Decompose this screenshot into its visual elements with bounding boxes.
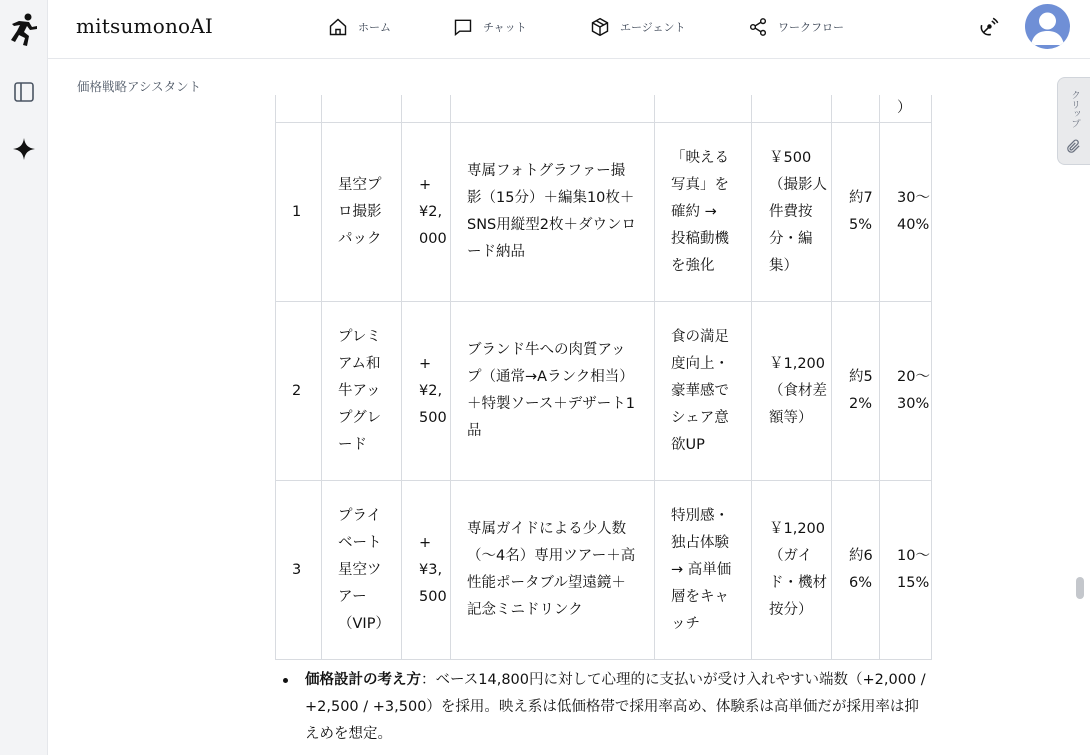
clip-panel-label: クリップ (1069, 90, 1080, 128)
cell-content: 専属ガイドによる少人数（〜4名）専用ツアー＋高性能ポータブル望遠鏡＋記念ミニドリンク (467, 521, 636, 618)
table-row (276, 95, 932, 123)
cell-reason: 「映える写真」を確約 → 投稿動機を強化 (671, 149, 729, 274)
table-row (276, 302, 932, 481)
clip-panel-tab[interactable] (1057, 77, 1090, 165)
cell-no: 3 (292, 561, 302, 578)
pricing-note-label: 価格設計の考え方 (305, 672, 421, 688)
home-icon (328, 17, 348, 37)
assistant-title: 価格戦略アシスタント (77, 79, 202, 94)
cube-icon (590, 17, 610, 37)
cell-price: +¥2,500 (419, 355, 447, 426)
cell-name: 星空プロ撮影パック (338, 176, 382, 247)
cell-cost: ￥1,200（食材差額等） (769, 355, 827, 426)
user-avatar[interactable] (1025, 4, 1070, 49)
cell-name: プライベート星空ツアー（VIP） (338, 507, 390, 632)
pricing-note (283, 667, 933, 748)
cell-price: +¥2,000 (419, 176, 447, 247)
cell-margin: 約66% (849, 548, 873, 591)
nav-workflow-label: ワークフロー (778, 21, 844, 34)
nav-agent[interactable] (590, 16, 686, 38)
cell-adoption: 20〜30% (897, 369, 930, 412)
nav-chat[interactable] (453, 16, 527, 38)
brand-name[interactable]: mitsumonoAI (76, 14, 214, 38)
pricing-note-text (305, 667, 933, 748)
top-header (48, 0, 1090, 59)
table-cell-fragment: ） (880, 95, 932, 123)
cell-adoption: 30〜40% (897, 190, 930, 233)
left-rail (0, 0, 48, 755)
sidebar-toggle-icon[interactable] (12, 80, 36, 104)
cell-cost: ￥1,200（ガイド・機材按分） (769, 521, 827, 618)
pricing-note-body: ：ベース14,800円に対して心理的に支払いが受け入れやすい端数（+2,000 / +2,500 / +3,500）を採用。映え系は低価格帯で採用率高め、体験系は高単価だが採用率は抑えめを想定。 (305, 672, 926, 742)
cell-price: +¥3,500 (419, 534, 447, 605)
cell-margin: 約52% (849, 369, 873, 412)
sparkle-icon[interactable] (12, 137, 36, 161)
cell-name: プレミアム和牛アップグレード (338, 328, 382, 453)
cell-margin: 約75% (849, 190, 873, 233)
nav-home[interactable] (328, 16, 391, 38)
broadcast-icon[interactable] (978, 16, 1000, 42)
cell-reason: 特別感・独占体験 → 高単価層をキャッチ (671, 507, 732, 632)
bullet-dot (283, 678, 288, 683)
runner-logo-icon[interactable] (8, 12, 40, 48)
chat-icon (453, 17, 473, 37)
cell-no: 2 (292, 382, 302, 399)
share-nodes-icon (748, 17, 768, 37)
nav-home-label: ホーム (358, 21, 391, 34)
cell-cost: ￥500（撮影人件費按分・編集） (769, 149, 827, 274)
nav-workflow[interactable] (748, 16, 844, 38)
cell-no: 1 (292, 203, 302, 220)
scrollbar-thumb[interactable] (1076, 577, 1084, 599)
table-row (276, 123, 932, 302)
pricing-table (275, 95, 932, 660)
nav-chat-label: チャット (483, 21, 527, 34)
cell-content: 専属フォトグラファー撮影（15分）＋編集10枚＋SNS用縦型2枚＋ダウンロード納品 (467, 163, 636, 260)
table-row (276, 481, 932, 660)
cell-adoption: 10〜15% (897, 548, 930, 591)
paperclip-icon (1065, 138, 1082, 159)
nav-agent-label: エージェント (620, 21, 686, 34)
cell-content: ブランド牛への肉質アップ（通常→Aランク相当）＋特製ソース＋デザート1品 (467, 342, 635, 439)
cell-reason: 食の満足度向上・豪華感でシェア意欲UP (671, 328, 729, 453)
